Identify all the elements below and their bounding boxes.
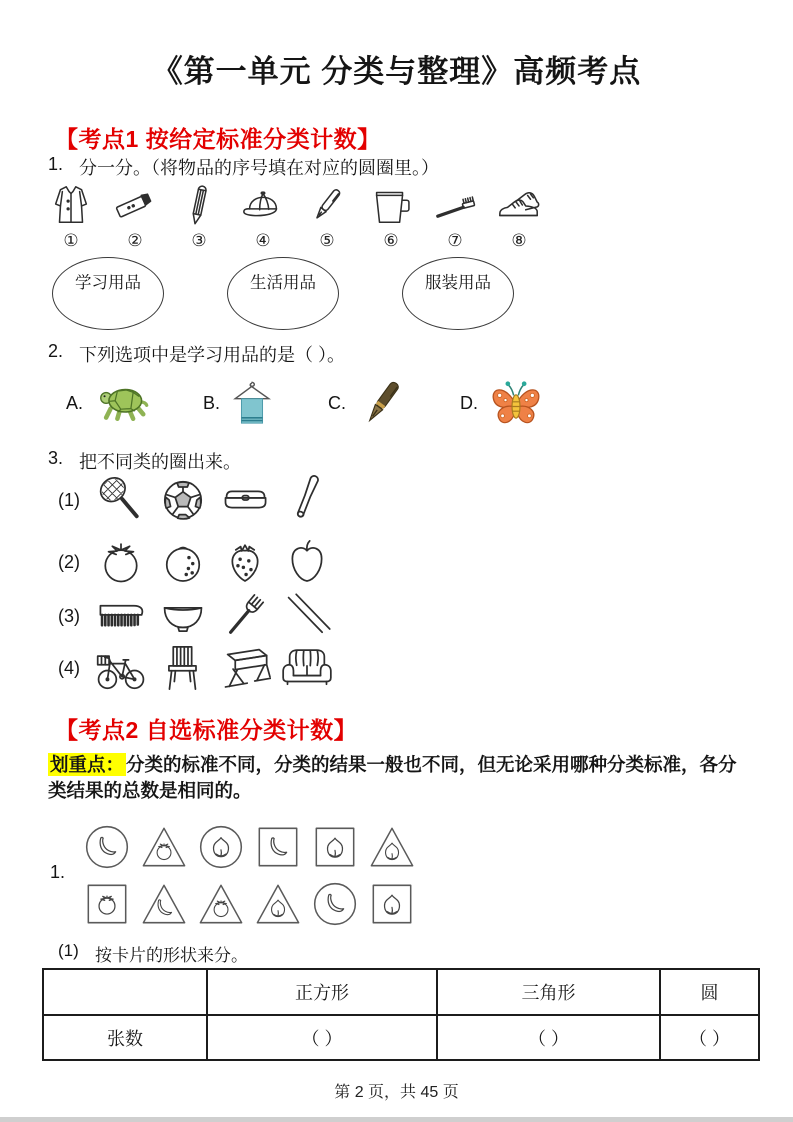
question2-number: 2. (48, 341, 64, 361)
pen-icon (304, 182, 350, 228)
pencil-icon (176, 182, 222, 228)
option-letter: D. (460, 392, 478, 413)
item-number: ① (63, 231, 79, 250)
item-toothpaste (106, 182, 164, 251)
triangle-card-tomato-icon (141, 824, 187, 870)
triangle-card-peach-icon (369, 824, 415, 870)
butterfly-icon (487, 375, 545, 431)
question2-text: 下列选项中是学习用品的是（ ）。 (79, 345, 345, 365)
table-answer-cell-circle: （ ） (660, 1015, 759, 1060)
item-number: ⑧ (511, 231, 527, 250)
cap-icon (240, 182, 286, 228)
odd-one-out-row-(1) (58, 474, 333, 526)
circle-card-banana-icon (84, 824, 130, 870)
shoes-icon (496, 182, 542, 228)
table-corner-cell (43, 969, 207, 1015)
orange-icon (157, 536, 209, 588)
baseball-bat-icon (281, 474, 333, 526)
triangle-card-banana-icon (141, 881, 187, 927)
sub-question-line (58, 941, 248, 966)
circle-card-banana-icon (312, 881, 358, 927)
table-row-label: 张数 (43, 1015, 207, 1060)
square-card-peach-icon (312, 824, 358, 870)
item-number: ② (127, 231, 143, 250)
keypoint-label: 划重点： (50, 754, 125, 775)
item-number: ③ (191, 231, 207, 250)
table-header-circle: 圆 (660, 969, 759, 1015)
question1-number: 1. (48, 154, 64, 174)
option-butterfly (460, 375, 545, 431)
keypoint-paragraph (48, 752, 738, 804)
sub-question-number: (1) (58, 941, 79, 960)
category-label: 学习用品 (75, 274, 141, 292)
keypoint-text: 分类的标准不同，分类的结果一般也不同，但无论采用哪种分类标准，各分类结果的总数是相同的。 (48, 754, 737, 801)
row-number: (1) (58, 489, 80, 510)
item-cap (234, 182, 292, 251)
item-number: ⑤ (319, 231, 335, 250)
card-row (84, 881, 415, 927)
toothpaste-icon (112, 182, 158, 228)
bicycle-icon (95, 642, 147, 694)
option-letter: C. (328, 392, 346, 413)
page-footer: 第 2 页，共 45 页 (334, 1084, 459, 1101)
table-header-square: 正方形 (207, 969, 437, 1015)
desk-icon (219, 642, 271, 694)
shape-cards-grid (84, 824, 415, 938)
question3-number: 3. (48, 448, 64, 468)
item-pencil (170, 182, 228, 251)
category-oval-daily (227, 257, 339, 330)
item-shoes (490, 182, 548, 251)
item-cup (362, 182, 420, 251)
bowl-icon (157, 590, 209, 642)
question3-line (48, 448, 241, 474)
option-fountain-pen (328, 372, 460, 434)
chair-icon (157, 642, 209, 694)
numbered-items-row (42, 182, 548, 251)
fountain-pen-icon (355, 372, 409, 434)
apple-icon (281, 536, 333, 588)
comb-icon (95, 590, 147, 642)
circle-card-peach-icon (198, 824, 244, 870)
fork-icon (219, 590, 271, 642)
section2-heading: 【考点2 自选标准分类计数】 (55, 717, 358, 743)
square-card-banana-icon (255, 824, 301, 870)
row-number: (2) (58, 551, 80, 572)
square-card-tomato-icon (84, 881, 130, 927)
tennis-racket-icon (95, 474, 147, 526)
square-card-peach-icon (369, 881, 415, 927)
pencil-case-icon (219, 474, 271, 526)
card-row (84, 824, 415, 870)
question1-text: 分一分。（将物品的序号填在对应的圆圈里。） (79, 158, 439, 178)
strawberry-icon (219, 536, 271, 588)
soccer-ball-icon (157, 474, 209, 526)
cards-question-number: 1. (50, 862, 66, 882)
option-towel (203, 372, 328, 434)
row-icons (95, 474, 333, 526)
row-icons (95, 536, 333, 588)
row-number: (3) (58, 605, 80, 626)
item-number: ④ (255, 231, 271, 250)
cup-icon (368, 182, 414, 228)
coat-icon (48, 182, 94, 228)
turtle-icon (92, 376, 154, 430)
option-turtle (66, 376, 203, 430)
question2-line (48, 341, 345, 367)
towel-icon (229, 372, 275, 434)
row-icons (95, 642, 333, 694)
tomato-icon (95, 536, 147, 588)
category-label: 生活用品 (250, 274, 316, 292)
question3-text: 把不同类的圈出来。 (79, 452, 241, 472)
category-oval-clothing (402, 257, 514, 330)
option-letter: A. (66, 392, 84, 413)
sub-question-text: 按卡片的形状来分。 (95, 946, 248, 965)
category-ovals-row (52, 257, 514, 330)
section1-heading: 【考点1 按给定标准分类计数】 (55, 126, 381, 152)
category-label: 服装用品 (425, 274, 491, 292)
table-answer-cell-triangle: （ ） (437, 1015, 660, 1060)
chopsticks-icon (281, 590, 333, 642)
item-toothbrush (426, 182, 484, 251)
option-letter: B. (203, 392, 221, 413)
odd-one-out-row-(2) (58, 536, 333, 588)
triangle-card-tomato-icon (198, 881, 244, 927)
table-answer-cell-square: （ ） (207, 1015, 437, 1060)
page-title: 《第一单元 分类与整理》高频考点 (151, 54, 642, 89)
options-row (66, 368, 545, 438)
count-table (42, 968, 760, 1061)
odd-one-out-row-(3) (58, 590, 333, 642)
item-number: ⑥ (383, 231, 399, 250)
item-number: ⑦ (447, 231, 463, 250)
question1-line (48, 154, 439, 180)
item-pen (298, 182, 356, 251)
odd-one-out-row-(4) (58, 642, 333, 694)
toothbrush-icon (432, 182, 478, 228)
row-icons (95, 590, 333, 642)
item-coat (42, 182, 100, 251)
table-header-triangle: 三角形 (437, 969, 660, 1015)
sofa-icon (281, 642, 333, 694)
triangle-card-peach-icon (255, 881, 301, 927)
row-number: (4) (58, 657, 80, 678)
category-oval-study (52, 257, 164, 330)
